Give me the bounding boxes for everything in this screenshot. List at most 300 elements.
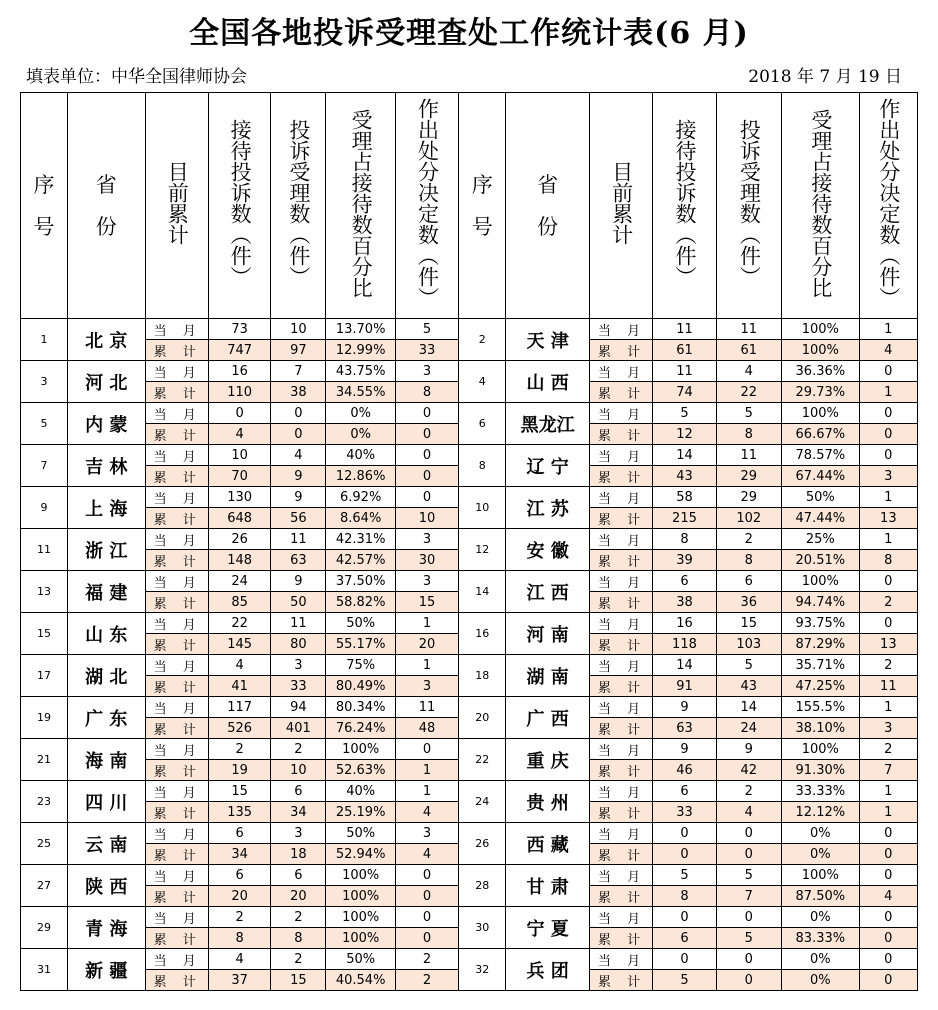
received-cell: 85 [208,592,270,613]
period-label-month: 当 月 [145,655,208,676]
header-seq: 序 号 [21,93,68,319]
accepted-cell: 20 [271,886,326,907]
table-row-month [21,697,918,718]
received-cell: 16 [208,361,270,382]
seq-cell: 9 [21,487,68,529]
received-cell: 14 [653,445,716,466]
table-row-month [21,361,918,382]
percentage-cell: 100% [782,403,860,424]
period-label-month: 当 月 [145,529,208,550]
province-cell: 广 西 [506,697,590,739]
decisions-cell: 0 [395,928,458,949]
received-cell: 0 [653,949,716,970]
decisions-cell: 1 [395,760,458,781]
period-label-month: 当 月 [589,487,652,508]
seq-cell: 20 [459,697,506,739]
province-cell: 青 海 [67,907,145,949]
percentage-cell: 66.67% [782,424,860,445]
decisions-cell: 3 [395,571,458,592]
province-cell: 西 藏 [506,823,590,865]
received-cell: 0 [653,823,716,844]
percentage-cell: 13.70% [326,319,395,340]
accepted-cell: 401 [271,718,326,739]
decisions-cell: 0 [859,844,917,865]
period-label-month: 当 月 [589,319,652,340]
accepted-cell: 3 [271,823,326,844]
period-label-month: 当 月 [589,655,652,676]
decisions-cell: 0 [859,361,917,382]
received-cell: 12 [653,424,716,445]
percentage-cell: 20.51% [782,550,860,571]
accepted-cell: 6 [716,571,781,592]
period-label-month: 当 月 [589,613,652,634]
percentage-cell: 52.63% [326,760,395,781]
received-cell: 63 [653,718,716,739]
seq-cell: 17 [21,655,68,697]
period-label-cumulative: 累 计 [589,886,652,907]
decisions-cell: 0 [859,403,917,424]
accepted-cell: 0 [271,424,326,445]
received-cell: 526 [208,718,270,739]
percentage-cell: 76.24% [326,718,395,739]
period-label-cumulative: 累 计 [145,550,208,571]
decisions-cell: 0 [859,424,917,445]
accepted-cell: 61 [716,340,781,361]
accepted-cell: 4 [716,802,781,823]
period-label-cumulative: 累 计 [145,592,208,613]
accepted-cell: 56 [271,508,326,529]
percentage-cell: 0% [782,970,860,991]
province-cell: 海 南 [67,739,145,781]
header-province: 省 份 [506,93,590,319]
percentage-cell: 0% [326,403,395,424]
seq-cell: 27 [21,865,68,907]
table-row-month [21,739,918,760]
accepted-cell: 8 [716,424,781,445]
period-label-month: 当 月 [589,823,652,844]
province-cell: 兵 团 [506,949,590,991]
header-percentage: 受理占接待数百分比 [326,93,395,319]
header-received: 接待投诉数（件） [208,93,270,319]
statistics-table [20,92,918,991]
received-cell: 20 [208,886,270,907]
period-label-month: 当 月 [145,487,208,508]
seq-cell: 23 [21,781,68,823]
percentage-cell: 25.19% [326,802,395,823]
percentage-cell: 100% [782,865,860,886]
accepted-cell: 94 [271,697,326,718]
percentage-cell: 0% [782,949,860,970]
percentage-cell: 100% [326,907,395,928]
decisions-cell: 48 [395,718,458,739]
period-label-month: 当 月 [145,319,208,340]
province-cell: 内 蒙 [67,403,145,445]
percentage-cell: 55.17% [326,634,395,655]
header-seq: 序 号 [459,93,506,319]
accepted-cell: 0 [716,907,781,928]
decisions-cell: 4 [395,802,458,823]
decisions-cell: 30 [395,550,458,571]
percentage-cell: 100% [782,340,860,361]
decisions-cell: 0 [395,424,458,445]
received-cell: 145 [208,634,270,655]
received-cell: 4 [208,949,270,970]
accepted-cell: 63 [271,550,326,571]
decisions-cell: 0 [395,403,458,424]
decisions-cell: 4 [859,886,917,907]
province-cell: 贵 州 [506,781,590,823]
period-label-month: 当 月 [589,907,652,928]
percentage-cell: 37.50% [326,571,395,592]
accepted-cell: 5 [716,403,781,424]
percentage-cell: 100% [782,571,860,592]
province-cell: 江 西 [506,571,590,613]
decisions-cell: 2 [859,592,917,613]
period-label-cumulative: 累 计 [145,424,208,445]
province-cell: 江 苏 [506,487,590,529]
percentage-cell: 8.64% [326,508,395,529]
province-cell: 上 海 [67,487,145,529]
period-label-month: 当 月 [589,529,652,550]
table-row-month [21,613,918,634]
received-cell: 46 [653,760,716,781]
received-cell: 41 [208,676,270,697]
seq-cell: 26 [459,823,506,865]
accepted-cell: 22 [716,382,781,403]
received-cell: 8 [653,886,716,907]
percentage-cell: 87.29% [782,634,860,655]
received-cell: 0 [653,844,716,865]
period-label-month: 当 月 [145,739,208,760]
province-cell: 天 津 [506,319,590,361]
received-cell: 9 [653,697,716,718]
accepted-cell: 2 [716,529,781,550]
percentage-cell: 47.44% [782,508,860,529]
decisions-cell: 33 [395,340,458,361]
decisions-cell: 0 [395,907,458,928]
percentage-cell: 93.75% [782,613,860,634]
accepted-cell: 34 [271,802,326,823]
percentage-cell: 78.57% [782,445,860,466]
received-cell: 4 [208,424,270,445]
percentage-cell: 50% [782,487,860,508]
accepted-cell: 9 [271,487,326,508]
period-label-cumulative: 累 计 [145,802,208,823]
province-cell: 辽 宁 [506,445,590,487]
period-label-month: 当 月 [145,445,208,466]
received-cell: 74 [653,382,716,403]
received-cell: 9 [653,739,716,760]
decisions-cell: 13 [859,634,917,655]
accepted-cell: 11 [271,613,326,634]
period-label-month: 当 月 [589,697,652,718]
seq-cell: 30 [459,907,506,949]
received-cell: 4 [208,655,270,676]
decisions-cell: 2 [859,655,917,676]
seq-cell: 22 [459,739,506,781]
accepted-cell: 38 [271,382,326,403]
period-label-cumulative: 累 计 [589,508,652,529]
accepted-cell: 11 [716,445,781,466]
period-label-month: 当 月 [145,361,208,382]
percentage-cell: 58.82% [326,592,395,613]
accepted-cell: 2 [271,739,326,760]
decisions-cell: 11 [859,676,917,697]
decisions-cell: 0 [859,928,917,949]
period-label-cumulative: 累 计 [589,802,652,823]
table-row-month [21,949,918,970]
percentage-cell: 100% [326,886,395,907]
decisions-cell: 0 [395,886,458,907]
accepted-cell: 6 [271,865,326,886]
decisions-cell: 0 [859,823,917,844]
accepted-cell: 24 [716,718,781,739]
accepted-cell: 15 [271,970,326,991]
province-cell: 北 京 [67,319,145,361]
percentage-cell: 50% [326,613,395,634]
table-row-month [21,319,918,340]
decisions-cell: 3 [395,361,458,382]
received-cell: 110 [208,382,270,403]
seq-cell: 8 [459,445,506,487]
province-cell: 四 川 [67,781,145,823]
accepted-cell: 9 [271,466,326,487]
seq-cell: 7 [21,445,68,487]
percentage-cell: 100% [326,739,395,760]
received-cell: 0 [653,907,716,928]
seq-cell: 24 [459,781,506,823]
received-cell: 5 [653,403,716,424]
received-cell: 11 [653,319,716,340]
header-percentage: 受理占接待数百分比 [782,93,860,319]
percentage-cell: 87.50% [782,886,860,907]
decisions-cell: 15 [395,592,458,613]
percentage-cell: 80.49% [326,676,395,697]
period-label-cumulative: 累 计 [589,928,652,949]
seq-cell: 12 [459,529,506,571]
page-title: 全国各地投诉受理查处工作统计表(6 月) [189,16,749,51]
period-label-cumulative: 累 计 [145,928,208,949]
received-cell: 5 [653,970,716,991]
decisions-cell: 1 [859,802,917,823]
received-cell: 117 [208,697,270,718]
percentage-cell: 29.73% [782,382,860,403]
period-label-cumulative: 累 计 [589,340,652,361]
accepted-cell: 0 [716,970,781,991]
percentage-cell: 34.55% [326,382,395,403]
accepted-cell: 0 [716,949,781,970]
received-cell: 2 [208,739,270,760]
accepted-cell: 43 [716,676,781,697]
header-period: 目前累计 [145,93,208,319]
accepted-cell: 11 [716,319,781,340]
received-cell: 6 [208,823,270,844]
received-cell: 37 [208,970,270,991]
accepted-cell: 5 [716,865,781,886]
period-label-month: 当 月 [145,949,208,970]
accepted-cell: 11 [271,529,326,550]
decisions-cell: 1 [395,781,458,802]
province-cell: 湖 北 [67,655,145,697]
accepted-cell: 15 [716,613,781,634]
accepted-cell: 29 [716,487,781,508]
period-label-month: 当 月 [145,697,208,718]
decisions-cell: 3 [395,823,458,844]
decisions-cell: 0 [859,613,917,634]
accepted-cell: 29 [716,466,781,487]
seq-cell: 10 [459,487,506,529]
received-cell: 6 [653,571,716,592]
decisions-cell: 1 [859,697,917,718]
decisions-cell: 1 [395,613,458,634]
accepted-cell: 6 [271,781,326,802]
province-cell: 甘 肃 [506,865,590,907]
accepted-cell: 18 [271,844,326,865]
accepted-cell: 5 [716,928,781,949]
period-label-cumulative: 累 计 [145,844,208,865]
period-label-month: 当 月 [145,571,208,592]
received-cell: 215 [653,508,716,529]
period-label-cumulative: 累 计 [589,970,652,991]
period-label-cumulative: 累 计 [589,424,652,445]
accepted-cell: 4 [271,445,326,466]
seq-cell: 32 [459,949,506,991]
percentage-cell: 83.33% [782,928,860,949]
decisions-cell: 1 [859,487,917,508]
percentage-cell: 52.94% [326,844,395,865]
decisions-cell: 2 [395,970,458,991]
period-label-month: 当 月 [145,865,208,886]
received-cell: 6 [653,781,716,802]
percentage-cell: 40% [326,445,395,466]
percentage-cell: 50% [326,949,395,970]
accepted-cell: 10 [271,319,326,340]
seq-cell: 29 [21,907,68,949]
period-label-cumulative: 累 计 [145,760,208,781]
received-cell: 130 [208,487,270,508]
period-label-cumulative: 累 计 [589,466,652,487]
period-label-cumulative: 累 计 [589,592,652,613]
percentage-cell: 100% [326,865,395,886]
percentage-cell: 0% [782,823,860,844]
percentage-cell: 67.44% [782,466,860,487]
received-cell: 15 [208,781,270,802]
percentage-cell: 42.57% [326,550,395,571]
table-row-month [21,403,918,424]
received-cell: 38 [653,592,716,613]
period-label-cumulative: 累 计 [145,718,208,739]
accepted-cell: 9 [716,739,781,760]
percentage-cell: 155.5% [782,697,860,718]
accepted-cell: 102 [716,508,781,529]
decisions-cell: 7 [859,760,917,781]
decisions-cell: 4 [395,844,458,865]
period-label-cumulative: 累 计 [589,844,652,865]
percentage-cell: 0% [782,907,860,928]
period-label-month: 当 月 [145,403,208,424]
decisions-cell: 10 [395,508,458,529]
percentage-cell: 94.74% [782,592,860,613]
period-label-cumulative: 累 计 [589,382,652,403]
period-label-month: 当 月 [589,739,652,760]
decisions-cell: 0 [859,949,917,970]
period-label-month: 当 月 [145,781,208,802]
decisions-cell: 8 [859,550,917,571]
accepted-cell: 0 [716,823,781,844]
percentage-cell: 100% [782,739,860,760]
decisions-cell: 3 [859,718,917,739]
province-cell: 湖 南 [506,655,590,697]
received-cell: 33 [653,802,716,823]
table-row-month [21,907,918,928]
received-cell: 10 [208,445,270,466]
accepted-cell: 80 [271,634,326,655]
period-label-month: 当 月 [589,571,652,592]
period-label-month: 当 月 [145,823,208,844]
received-cell: 58 [653,487,716,508]
percentage-cell: 0% [782,844,860,865]
received-cell: 135 [208,802,270,823]
province-cell: 河 南 [506,613,590,655]
received-cell: 2 [208,907,270,928]
accepted-cell: 5 [716,655,781,676]
percentage-cell: 12.12% [782,802,860,823]
report-date: 2018 年 7 月 19 日 [748,67,902,87]
received-cell: 747 [208,340,270,361]
header-decisions: 作出处分决定数（件） [859,93,917,319]
accepted-cell: 4 [716,361,781,382]
seq-cell: 28 [459,865,506,907]
decisions-cell: 1 [859,781,917,802]
province-cell: 广 东 [67,697,145,739]
seq-cell: 25 [21,823,68,865]
received-cell: 43 [653,466,716,487]
percentage-cell: 47.25% [782,676,860,697]
accepted-cell: 9 [271,571,326,592]
decisions-cell: 0 [859,571,917,592]
received-cell: 8 [208,928,270,949]
received-cell: 34 [208,844,270,865]
received-cell: 91 [653,676,716,697]
seq-cell: 21 [21,739,68,781]
header-decisions: 作出处分决定数（件） [395,93,458,319]
decisions-cell: 1 [859,319,917,340]
period-label-month: 当 月 [589,403,652,424]
decisions-cell: 1 [395,655,458,676]
province-cell: 福 建 [67,571,145,613]
decisions-cell: 0 [395,865,458,886]
seq-cell: 15 [21,613,68,655]
percentage-cell: 91.30% [782,760,860,781]
table-row-month [21,487,918,508]
period-label-month: 当 月 [145,613,208,634]
seq-cell: 5 [21,403,68,445]
province-cell: 重 庆 [506,739,590,781]
received-cell: 648 [208,508,270,529]
header-province: 省 份 [67,93,145,319]
period-label-cumulative: 累 计 [145,970,208,991]
received-cell: 24 [208,571,270,592]
seq-cell: 14 [459,571,506,613]
decisions-cell: 3 [395,676,458,697]
seq-cell: 3 [21,361,68,403]
decisions-cell: 3 [859,466,917,487]
decisions-cell: 1 [859,382,917,403]
period-label-month: 当 月 [589,865,652,886]
received-cell: 26 [208,529,270,550]
percentage-cell: 40.54% [326,970,395,991]
accepted-cell: 2 [271,949,326,970]
